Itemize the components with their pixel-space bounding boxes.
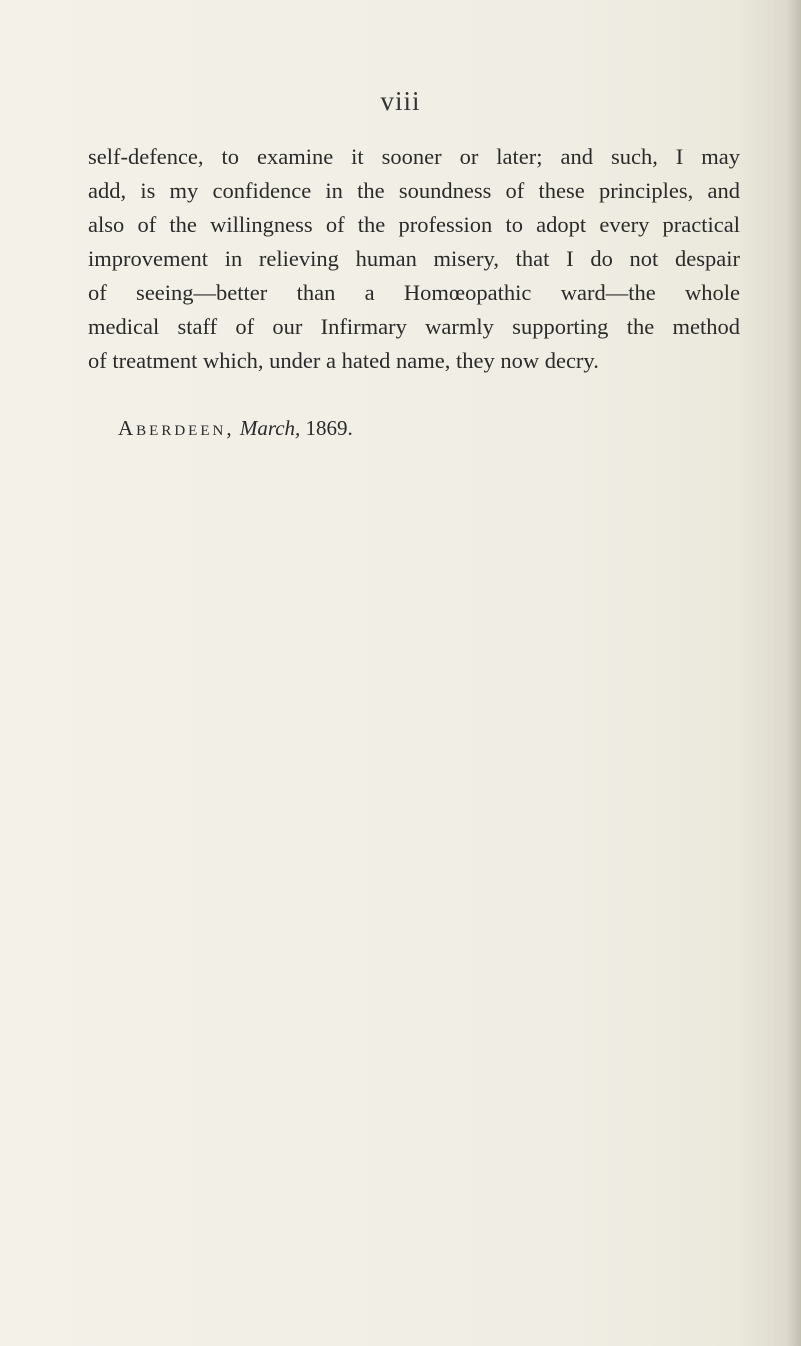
text-line: of treatment which, under a hated name, they now decry. bbox=[88, 348, 599, 373]
text-line: improvement in relieving human misery, that I do not despair bbox=[88, 246, 740, 271]
text-line: add, is my confidence in the soundness of these principles, and bbox=[88, 178, 740, 203]
signoff bbox=[118, 416, 353, 441]
text-line: also of the willingness of the profession to adopt every practical bbox=[88, 212, 740, 237]
page-edge-shadow bbox=[787, 0, 801, 1346]
signoff-month: March, bbox=[239, 416, 301, 440]
preface-paragraph bbox=[88, 140, 740, 378]
signoff-place: Aberdeen, bbox=[118, 416, 235, 440]
signoff-year: 1869. bbox=[305, 416, 353, 440]
page-number: viii bbox=[380, 86, 421, 116]
text-line: of seeing—better than a Homœopathic ward—the whole bbox=[88, 280, 740, 305]
text-line: self-defence, to examine it sooner or later; and such, I may bbox=[88, 144, 740, 169]
text-line: medical staff of our Infirmary warmly supporting the method bbox=[88, 314, 740, 339]
